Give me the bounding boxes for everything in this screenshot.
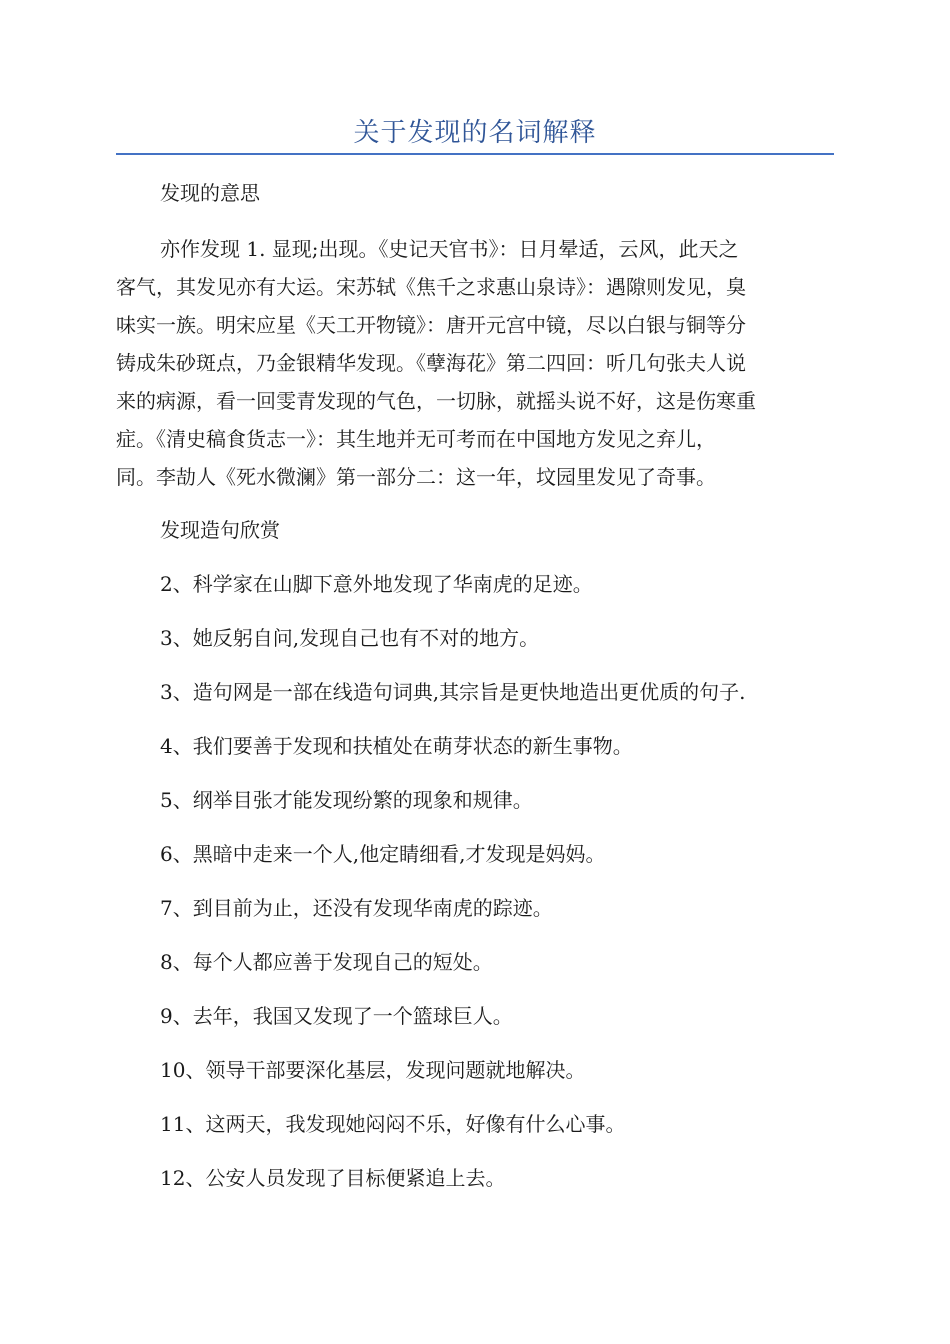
- definition-line: 来的病源，看一回雯青发现的气色，一切脉，就摇头说不好，这是伤寒重: [116, 389, 756, 413]
- example-sentence: 3、她反躬自问,发现自己也有不对的地方。: [160, 626, 540, 650]
- definition-line: 症。《清史稿食货志一》：其生地并无可考而在中国地方发见之弃儿，: [116, 427, 716, 451]
- example-sentence: 6、黑暗中走来一个人,他定睛细看,才发现是妈妈。: [160, 842, 606, 866]
- definition-line: 客气，其发见亦有大运。宋苏轼《焦千之求惠山泉诗》：遇隙则发见，臭: [116, 275, 746, 299]
- example-sentence: 11、这两天，我发现她闷闷不乐，好像有什么心事。: [160, 1112, 626, 1136]
- definition-line: 味实一族。明宋应星《天工开物镜》：唐开元宫中镜，尽以白银与铜等分: [116, 313, 746, 337]
- definition-paragraph: [116, 230, 834, 496]
- meaning-heading: 发现的意思: [160, 181, 260, 205]
- example-sentence: 12、公安人员发现了目标便紧追上去。: [160, 1166, 506, 1190]
- definition-line: 铸成朱砂斑点，乃金银精华发现。《孽海花》第二四回：听几句张夫人说: [116, 351, 746, 375]
- examples-heading: 发现造句欣赏: [160, 518, 280, 542]
- title-underline: [116, 153, 834, 155]
- example-sentence: 2、科学家在山脚下意外地发现了华南虎的足迹。: [160, 572, 593, 596]
- document-title: 关于发现的名词解释: [353, 118, 597, 148]
- example-sentence: 7、到目前为止，还没有发现华南虎的踪迹。: [160, 896, 553, 920]
- definition-line: 同。李劼人《死水微澜》第一部分二：这一年，坟园里发见了奇事。: [116, 465, 716, 489]
- example-sentence: 9、去年，我国又发现了一个篮球巨人。: [160, 1004, 513, 1028]
- example-sentence: 8、每个人都应善于发现自己的短处。: [160, 950, 493, 974]
- example-sentence: 10、领导干部要深化基层，发现问题就地解决。: [160, 1058, 586, 1082]
- definition-line: 亦作发现 1. 显现;出现。《史记天官书》：日月晕适，云风，此天之: [160, 237, 739, 261]
- example-sentence: 5、纲举目张才能发现纷繁的现象和规律。: [160, 788, 533, 812]
- example-sentence: 3、造句网是一部在线造句词典,其宗旨是更快地造出更优质的句子.: [160, 680, 746, 704]
- example-sentence: 4、我们要善于发现和扶植处在萌芽状态的新生事物。: [160, 734, 633, 758]
